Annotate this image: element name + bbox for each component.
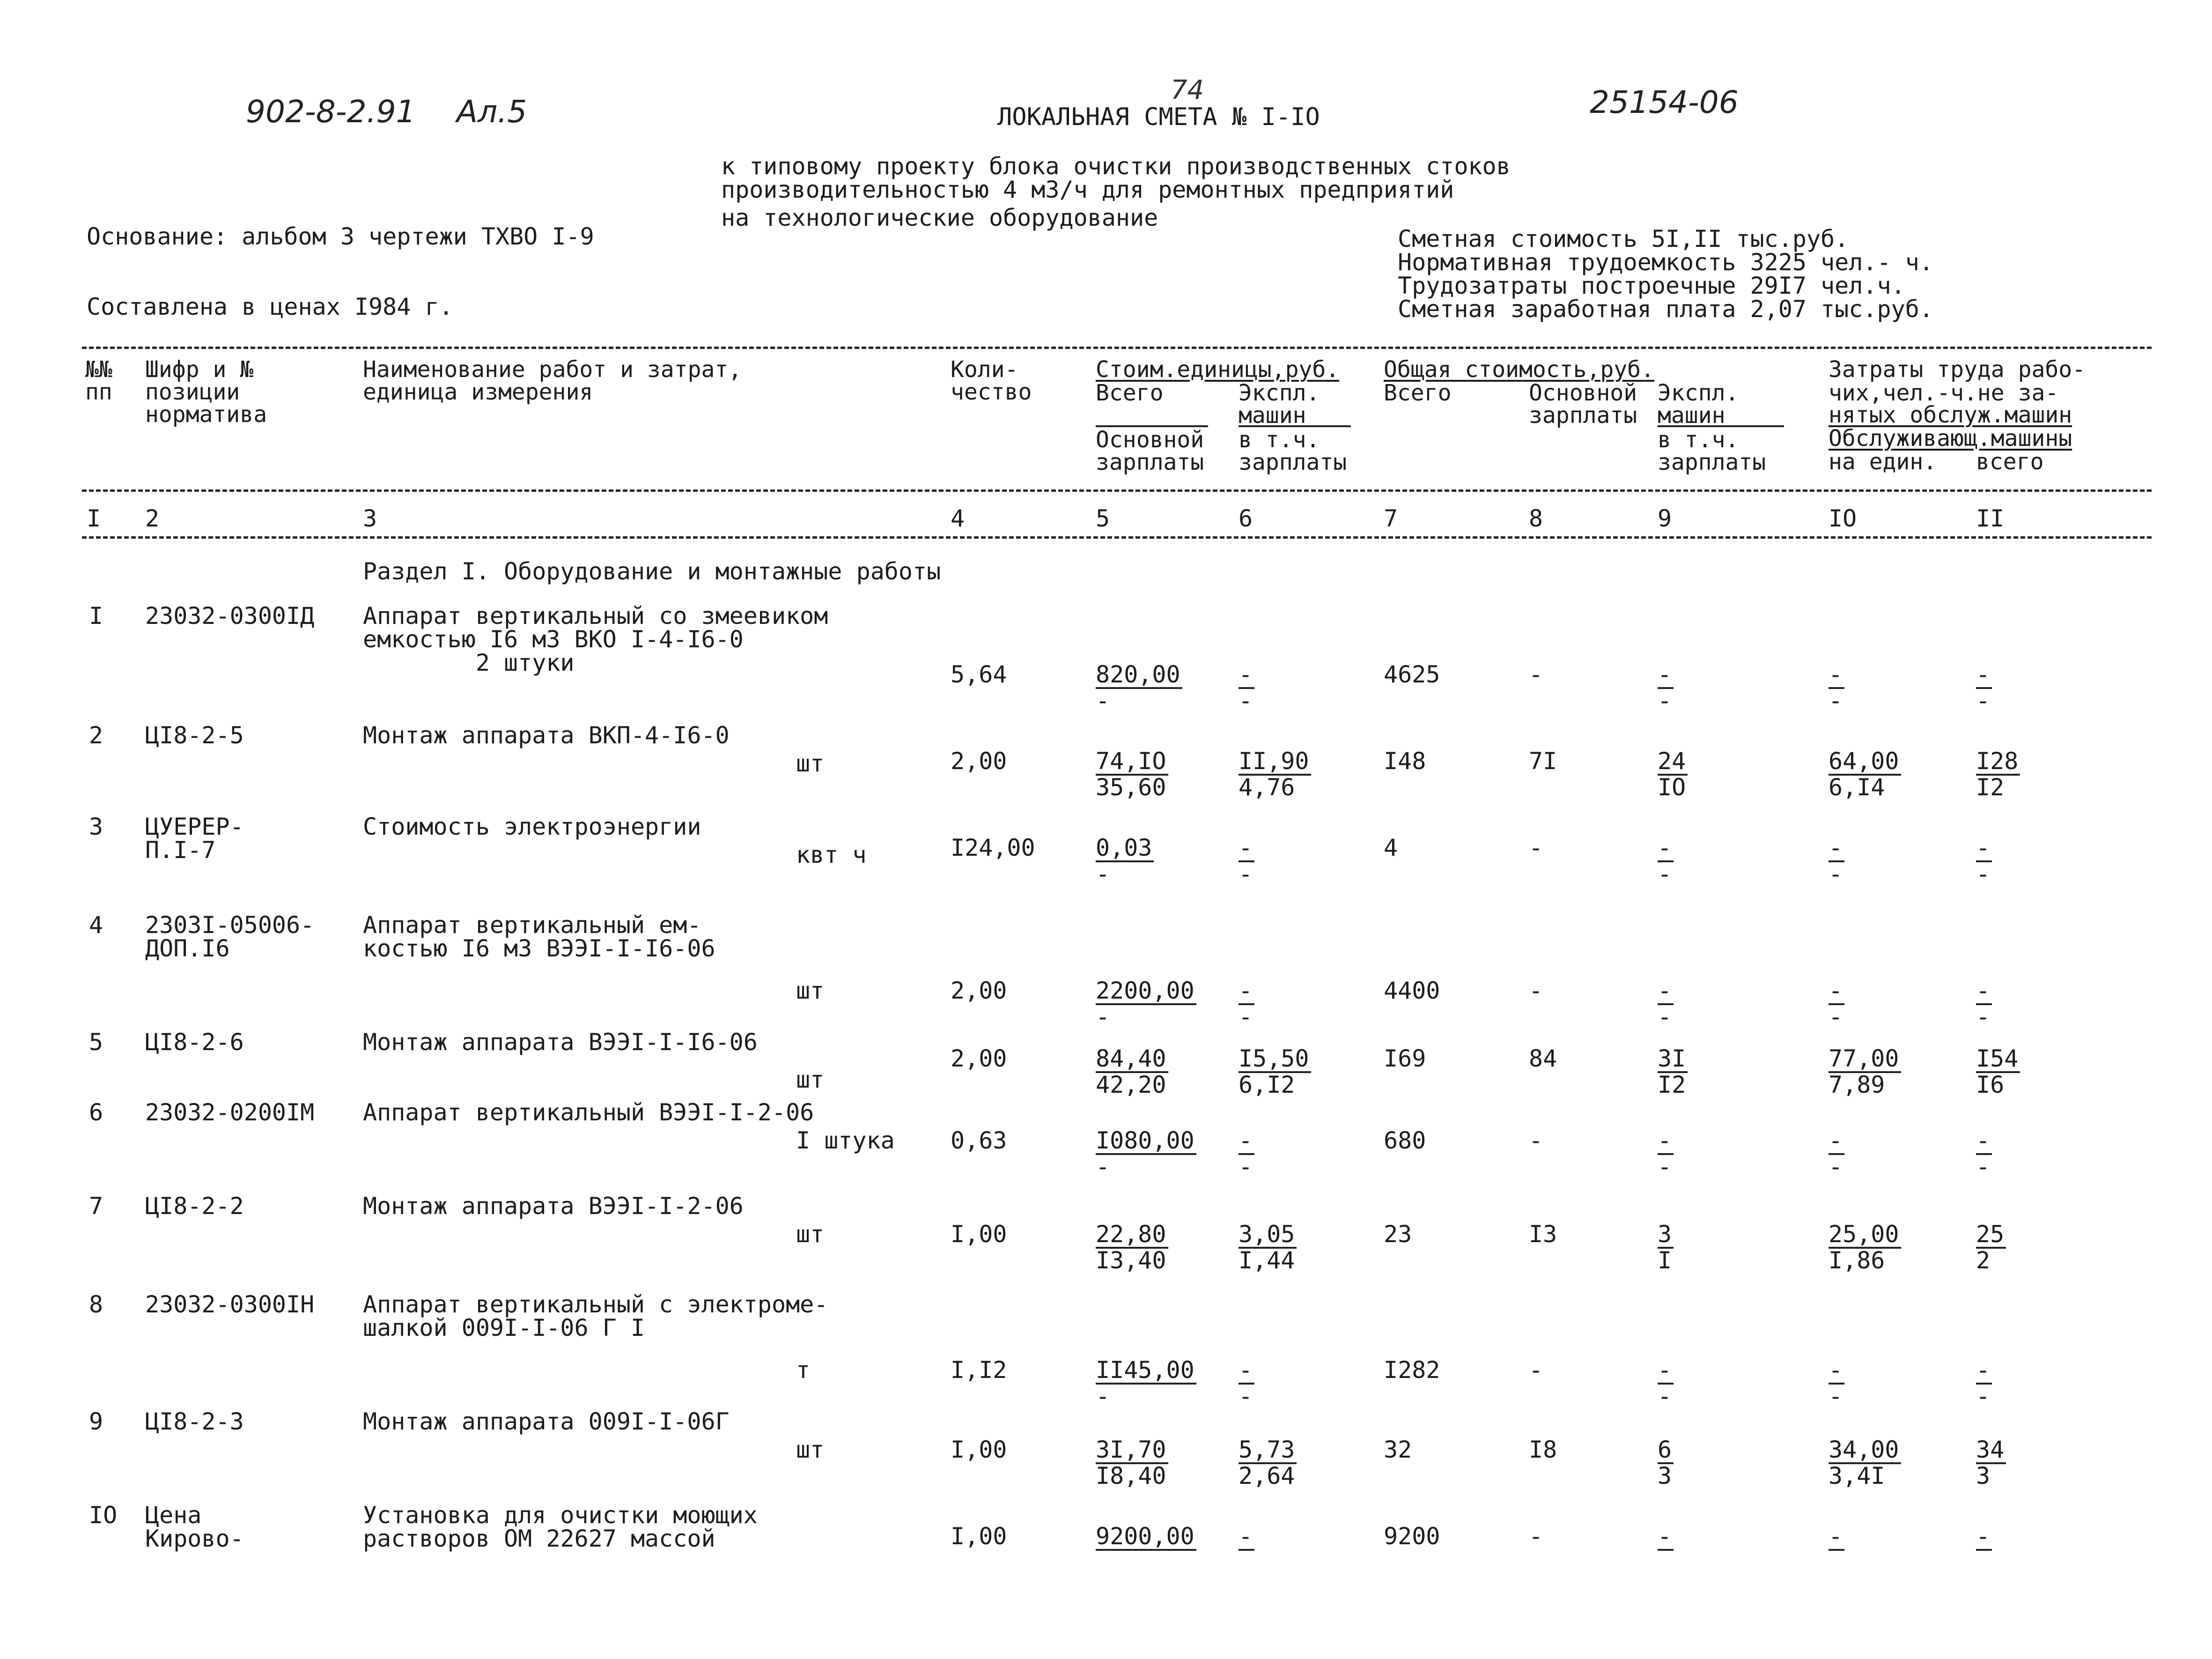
header-labor-4: Обслуживающ.машины [1829,425,2072,452]
header-col-6b: в т.ч. зарплаты [1239,427,1347,475]
row-code: ЦI8-2-3 [145,1408,244,1435]
value-numerator: - [1658,836,1674,862]
value-numerator: - [1829,836,1844,862]
value-numerator: - [1658,1525,1674,1551]
value-pair-c11 [1976,663,1992,712]
row-total: 4400 [1384,977,1440,1004]
row-name: Монтаж аппарата ВЭЭI-I-2-06 [363,1192,744,1220]
value-denominator: 2 [1976,1247,1991,1274]
value-pair-c9 [1658,1438,1674,1488]
header-bottom-rule [82,489,2152,492]
header-labor-2: чих,чел.-ч.не за- [1829,380,2059,406]
value-pair-c9 [1658,1129,1674,1178]
row-number: 2 [89,722,103,749]
summary-line-2: Нормативная трудоемкость 3225 чел.- ч. [1398,249,1933,276]
value-pair-c11 [1976,1047,2020,1096]
value-denominator: - [1658,1153,1672,1180]
value-numerator: 6 [1658,1438,1674,1464]
row-quantity: I,00 [951,1523,1007,1550]
row-base-salary: 84 [1529,1045,1557,1072]
value-pair-c11 [1976,1525,1992,1551]
row-unit: шт [796,1066,825,1093]
row-name: Аппарат вертикальный с электроме- шалкой 009I-I-06 Г I [363,1291,828,1341]
value-pair-c6 [1239,1525,1254,1551]
value-pair-c6 [1239,1129,1254,1178]
value-numerator: 0,03 [1096,836,1154,862]
header-col-4: Коли- чество [951,356,1032,405]
value-pair-c9 [1658,749,1688,799]
col-number-8: 8 [1529,505,1543,532]
row-total: 9200 [1384,1523,1440,1550]
value-denominator: I [1658,1247,1672,1274]
value-numerator: - [1239,836,1254,862]
row-base-salary: - [1529,1523,1543,1550]
value-pair-c10 [1829,1222,1901,1272]
header-unit-cost: Стоим.единицы,руб. [1096,356,1340,383]
value-denominator: - [1829,1383,1843,1410]
row-name: Монтаж аппарата 009I-I-06Г [363,1408,730,1435]
row-name: Аппарат вертикальный ВЭЭI-I-2-06 [363,1099,814,1126]
basis-text: Основание: альбом 3 чертежи ТХВО I-9 [87,223,594,250]
value-pair-c5 [1096,749,1168,799]
value-denominator: I3,40 [1096,1247,1166,1274]
header-col-1: №№ пп [85,356,112,405]
value-numerator: 3 [1658,1222,1674,1249]
value-pair-c10 [1829,1129,1844,1178]
row-quantity: 0,63 [951,1127,1007,1154]
row-quantity: 2,00 [951,748,1007,775]
value-numerator: 820,00 [1096,663,1182,689]
row-total: 23 [1384,1221,1412,1248]
value-denominator: 6,I2 [1239,1071,1295,1098]
row-code: ЦУЕРЕР- П.I-7 [145,813,244,864]
row-total: 32 [1384,1436,1412,1463]
col-number-6: 6 [1239,505,1253,532]
row-number: 3 [89,813,103,840]
value-denominator: - [1096,687,1110,714]
row-name: Стоимость электроэнергии [363,813,701,840]
value-numerator: - [1976,663,1992,689]
value-pair-c9 [1658,1047,1688,1096]
value-numerator: - [1976,1358,1992,1385]
value-pair-c6 [1239,663,1254,712]
value-pair-c10 [1829,979,1844,1029]
prices-text: Составлена в ценах I984 г. [87,293,453,320]
row-total: I48 [1384,748,1426,775]
value-numerator: - [1976,979,1992,1005]
document-code: 902-8-2.91 [246,94,416,130]
row-name: Монтаж аппарата ВЭЭI-I-I6-06 [363,1029,758,1056]
value-denominator: - [1658,1383,1672,1410]
value-numerator: - [1976,1525,1992,1551]
summary-line-4: Сметная заработная плата 2,07 тыс.руб. [1398,296,1933,323]
value-pair-c11 [1976,749,2020,799]
document-title: ЛОКАЛЬНАЯ СМЕТА № I-IO [997,103,1320,131]
value-denominator: 6,I4 [1829,774,1885,801]
value-pair-c10 [1829,1047,1901,1096]
col-number-10: IO [1829,505,1857,532]
value-numerator: 34,00 [1829,1438,1901,1464]
row-code: Цена Кирово- [145,1502,244,1552]
col-number-5: 5 [1096,505,1110,532]
value-denominator: - [1239,1003,1253,1030]
row-total: 4625 [1384,661,1440,688]
value-pair-c5 [1096,1358,1196,1408]
value-numerator: I28 [1976,749,2020,776]
value-numerator: 77,00 [1829,1047,1901,1073]
value-numerator: - [1829,1358,1844,1385]
header-col-3: Наименование работ и затрат, единица измерения [363,356,742,405]
value-denominator: 3 [1976,1462,1991,1489]
row-unit: т [796,1356,811,1384]
row-unit: квт ч [796,841,867,868]
row-name: Аппарат вертикальный со змеевиком емкостью I6 м3 ВКО I-4-I6-0 2 штуки [363,602,828,676]
row-total: 4 [1384,834,1398,861]
value-denominator: 42,20 [1096,1071,1166,1098]
value-numerator: 3I [1658,1047,1688,1073]
row-name: Монтаж аппарата ВКП-4-I6-0 [363,722,730,749]
value-denominator: - [1976,1383,1991,1410]
value-denominator: 7,89 [1829,1071,1885,1098]
row-code: ЦI8-2-6 [145,1029,244,1056]
value-pair-c5 [1096,836,1154,886]
header-col-5a: Всего [1096,380,1164,406]
value-pair-c11 [1976,1222,2006,1272]
value-pair-c5 [1096,979,1196,1029]
value-numerator: - [1829,1129,1844,1155]
row-number: 9 [89,1408,103,1435]
header-col-2: Шифр и № позиции норматива [145,356,267,428]
value-denominator: - [1096,1003,1110,1030]
value-numerator: - [1829,663,1844,689]
value-denominator: I2 [1976,774,2005,801]
value-numerator: - [1239,1129,1254,1155]
row-number: I [89,602,103,630]
page-number: 74 [1171,75,1204,105]
row-code: ЦI8-2-5 [145,722,244,749]
row-code: 23032-0300IД [145,602,315,630]
table-top-rule [82,347,2152,349]
value-denominator: - [1829,1003,1843,1030]
value-pair-c9 [1658,979,1674,1029]
row-code: 23032-0200IМ [145,1099,315,1126]
col-number-11: II [1976,505,2005,532]
value-denominator: - [1239,1383,1253,1410]
row-unit: шт [796,977,825,1004]
value-pair-c11 [1976,1438,2006,1488]
value-denominator: I,86 [1829,1247,1885,1274]
value-pair-c11 [1976,979,1992,1029]
col-numbers-rule [82,536,2152,539]
value-numerator: 22,80 [1096,1222,1168,1249]
row-base-salary: - [1529,834,1543,861]
row-total: 680 [1384,1127,1426,1154]
value-numerator: 9200,00 [1096,1525,1196,1551]
value-numerator: I54 [1976,1047,2020,1073]
row-number: 8 [89,1291,103,1318]
value-numerator: - [1976,1129,1992,1155]
value-denominator: 3 [1658,1462,1672,1489]
value-pair-c6 [1239,979,1254,1029]
value-numerator: 84,40 [1096,1047,1168,1073]
row-total: I69 [1384,1045,1426,1072]
row-quantity: 2,00 [951,1045,1007,1072]
row-quantity: I24,00 [951,834,1035,861]
value-numerator: 2200,00 [1096,979,1196,1005]
value-pair-c5 [1096,663,1182,712]
row-code: 2303I-05006- ДОП.I6 [145,911,315,962]
col-number-4: 4 [951,505,965,532]
value-numerator: - [1239,1525,1254,1551]
row-base-salary: - [1529,977,1543,1004]
value-denominator: 35,60 [1096,774,1166,801]
value-numerator: 3I,70 [1096,1438,1168,1464]
value-denominator: 3,4I [1829,1462,1885,1489]
subtitle-line-2: производительностью 4 м3/ч для ремонтных предприятий [721,176,1454,203]
row-code: 23032-0300IН [145,1291,315,1318]
value-numerator: II45,00 [1096,1358,1196,1385]
value-numerator: - [1976,836,1992,862]
value-numerator: - [1658,1129,1674,1155]
value-pair-c6 [1239,836,1254,886]
row-quantity: I,I2 [951,1356,1007,1384]
value-denominator: - [1658,860,1672,888]
value-pair-c9 [1658,836,1674,886]
value-pair-c11 [1976,1129,1992,1178]
value-numerator: 5,73 [1239,1438,1297,1464]
value-denominator: I2 [1658,1071,1686,1098]
value-denominator: I8,40 [1096,1462,1166,1489]
value-numerator: 24 [1658,749,1688,776]
value-numerator: II,90 [1239,749,1311,776]
value-numerator: I080,00 [1096,1129,1196,1155]
value-denominator: - [1658,1003,1672,1030]
value-denominator: - [1239,860,1253,888]
row-total: I282 [1384,1356,1440,1384]
value-pair-c10 [1829,1438,1901,1488]
value-numerator: - [1829,1525,1844,1551]
value-pair-c10 [1829,749,1901,799]
header-col-6a: Экспл. машин [1239,380,1320,429]
value-pair-c5 [1096,1438,1168,1488]
value-denominator: 4,76 [1239,774,1295,801]
row-quantity: 2,00 [951,977,1007,1004]
value-pair-c5 [1096,1047,1168,1096]
col-number-3: 3 [363,505,377,532]
value-denominator: - [1976,1153,1991,1180]
header-col-9b: в т.ч. зарплаты [1658,427,1766,475]
value-pair-c10 [1829,1525,1844,1551]
col-number-7: 7 [1384,505,1398,532]
album-label: Ал.5 [457,94,527,130]
value-denominator: - [1829,1153,1843,1180]
subtitle-line-1: к типовому проекту блока очистки производственных стоков [721,153,1511,180]
value-denominator: 2,64 [1239,1462,1295,1489]
value-numerator: 34 [1976,1438,2006,1464]
row-base-salary: 7I [1529,748,1557,775]
value-pair-c6 [1239,1222,1297,1272]
value-denominator: - [1829,687,1843,714]
value-numerator: - [1239,1358,1254,1385]
subtitle-line-3: на технологические оборудование [721,204,1158,231]
value-denominator: I,44 [1239,1247,1295,1274]
col-number-1: I [87,505,101,532]
value-pair-c11 [1976,836,1992,886]
value-pair-c6 [1239,1047,1311,1096]
value-pair-c11 [1976,1358,1992,1408]
value-denominator: - [1976,860,1991,888]
row-unit: I штука [796,1127,895,1154]
header-col-10: на един. [1829,449,1937,475]
value-numerator: - [1829,979,1844,1005]
header-col-5b: Основной зарплаты [1096,427,1204,475]
value-numerator: - [1239,979,1254,1005]
value-pair-c5 [1096,1129,1196,1178]
header-total-cost: Общая стоимость,руб. [1384,356,1654,383]
row-quantity: 5,64 [951,661,1007,688]
value-denominator: I6 [1976,1071,2005,1098]
value-numerator: 25,00 [1829,1222,1901,1249]
stamp-number: 25154-06 [1590,84,1739,120]
value-numerator: - [1658,1358,1674,1385]
value-denominator: - [1829,860,1843,888]
row-base-salary: I3 [1529,1221,1557,1248]
section-title: Раздел I. Оборудование и монтажные работы [363,558,941,585]
value-pair-c9 [1658,1525,1674,1551]
header-col-8: Основной зарплаты [1529,380,1637,429]
value-pair-c10 [1829,1358,1844,1408]
value-denominator: - [1976,1003,1991,1030]
col-number-2: 2 [145,505,160,532]
value-denominator: - [1239,1153,1253,1180]
row-unit: шт [796,1436,825,1463]
col-number-9: 9 [1658,505,1672,532]
row-number: IO [89,1502,118,1529]
value-numerator: 74,IO [1096,749,1168,776]
value-pair-c6 [1239,749,1311,799]
value-pair-c10 [1829,836,1844,886]
row-number: 6 [89,1099,103,1126]
value-denominator: - [1976,687,1991,714]
value-pair-c5 [1096,1222,1168,1272]
value-pair-c5 [1096,1525,1196,1551]
value-denominator: - [1658,687,1672,714]
row-number: 5 [89,1029,103,1056]
header-col-9a: Экспл. машин [1658,380,1739,429]
header-col-11: всего [1976,449,2044,475]
row-name: Установка для очистки моющих растворов ОМ 22627 массой [363,1502,758,1552]
value-numerator: 3,05 [1239,1222,1297,1249]
row-base-salary: - [1529,661,1543,688]
value-pair-c10 [1829,663,1844,712]
row-code: ЦI8-2-2 [145,1192,244,1220]
row-quantity: I,00 [951,1221,1007,1248]
value-denominator: - [1239,687,1253,714]
value-numerator: - [1239,663,1254,689]
value-pair-c6 [1239,1438,1297,1488]
value-numerator: I5,50 [1239,1047,1311,1073]
value-numerator: - [1658,663,1674,689]
row-base-salary: - [1529,1127,1543,1154]
row-number: 7 [89,1192,103,1220]
row-number: 4 [89,911,103,939]
summary-line-3: Трудозатраты построечные 29I7 чел.ч. [1398,272,1905,299]
row-unit: шт [796,750,825,777]
summary-line-1: Сметная стоимость 5I,II тыс.руб. [1398,225,1849,252]
value-numerator: 25 [1976,1222,2006,1249]
value-numerator: - [1658,979,1674,1005]
row-unit: шт [796,1221,825,1248]
value-pair-c6 [1239,1358,1254,1408]
header-col-7: Всего [1384,380,1452,406]
value-pair-c9 [1658,663,1674,712]
row-name: Аппарат вертикальный ем- костью I6 м3 ВЭЭI-I-I6-06 [363,911,715,962]
row-quantity: I,00 [951,1436,1007,1463]
value-pair-c9 [1658,1358,1674,1408]
header-labor-1: Затраты труда рабо- [1829,356,2086,383]
row-base-salary: - [1529,1356,1543,1384]
value-denominator: - [1096,1383,1110,1410]
value-pair-c9 [1658,1222,1674,1272]
value-denominator: IO [1658,774,1686,801]
row-base-salary: I8 [1529,1436,1557,1463]
value-numerator: 64,00 [1829,749,1901,776]
value-denominator: - [1096,1153,1110,1180]
value-denominator: - [1096,860,1110,888]
header-labor-3: нятых обслуж.машин [1829,402,2072,428]
